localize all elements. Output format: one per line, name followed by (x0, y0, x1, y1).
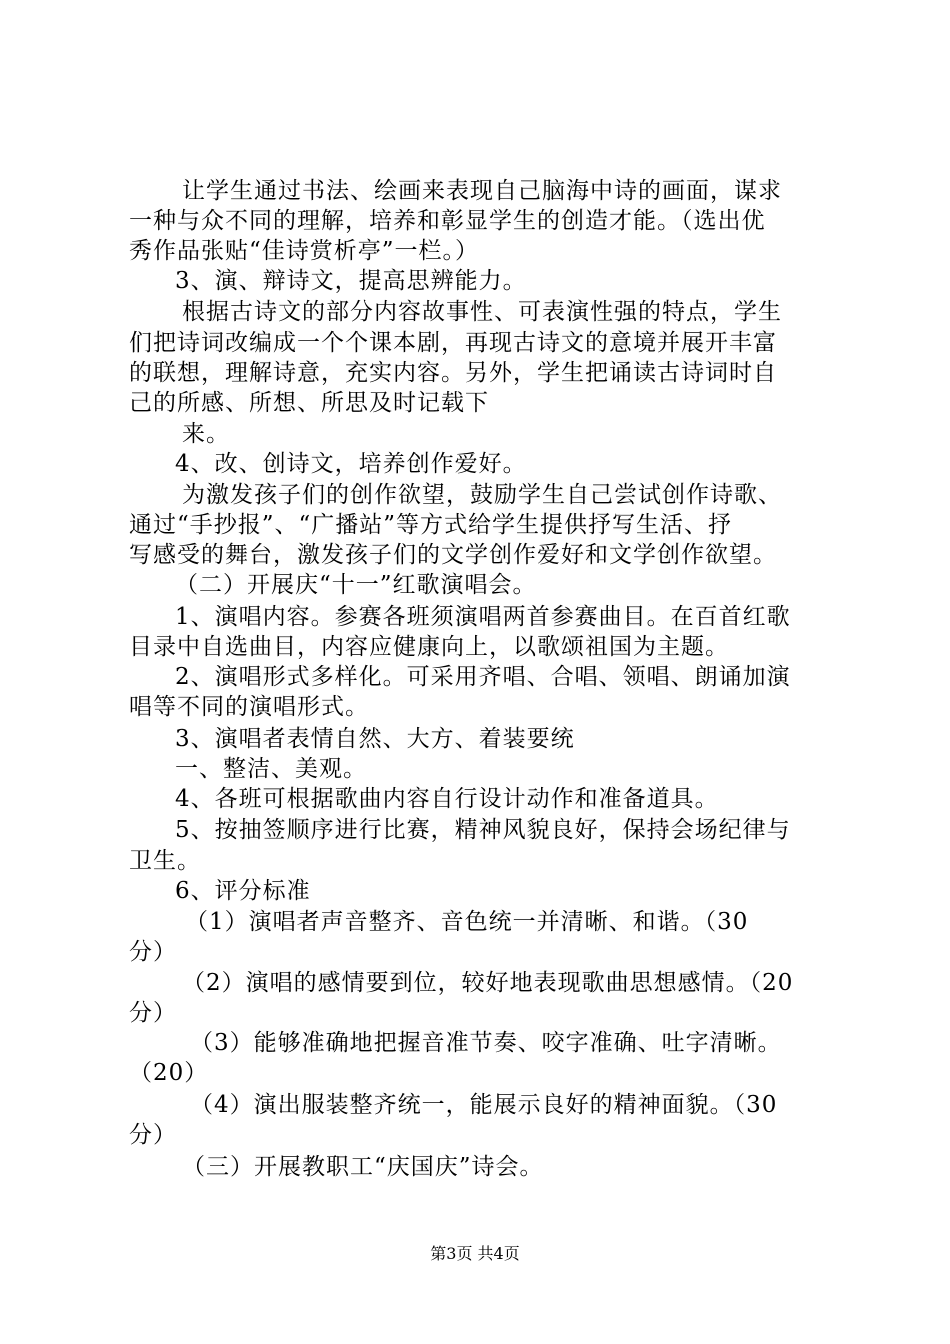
text-line: 6、评分标准 (175, 878, 311, 904)
section-heading: （二）开展庆“十一”红歌演唱会。 (175, 572, 537, 598)
text-line: 4、各班可根据歌曲内容自行设计动作和准备道具。 (175, 786, 719, 812)
text-line: 卫生。 (129, 848, 201, 874)
text-line: （1）演唱者声音整齐、音色统一并清晰、和谐。（30 (185, 909, 749, 935)
text-line: 来。 (182, 421, 230, 447)
text-line: 4、改、创诗文，培养创作爱好。 (175, 451, 527, 477)
text-line: 写感受的舞台，激发孩子们的文学创作爱好和文学创作欲望。 (129, 542, 777, 568)
text-line: （3）能够准确地把握音准节奏、咬字准确、吐字清晰。 (190, 1030, 782, 1056)
text-line: 2、演唱形式多样化。可采用齐唱、合唱、领唱、朗诵加演 (175, 664, 791, 690)
text-line: （20） (129, 1060, 209, 1086)
text-line: 3、演、辩诗文，提高思辨能力。 (175, 268, 527, 294)
page-footer: 第3页 共4页 (430, 1244, 520, 1263)
section-heading: （三）开展教职工“庆国庆”诗会。 (182, 1154, 544, 1180)
text-line: 秀作品张贴“佳诗赏析亭”一栏。） (129, 238, 480, 264)
text-line: 目录中自选曲目，内容应健康向上，以歌颂祖国为主题。 (129, 634, 729, 660)
text-line: 为激发孩子们的创作欲望，鼓励学生自己尝试创作诗歌、 (182, 482, 782, 508)
text-line: 一种与众不同的理解，培养和彰显学生的创造才能。（选出优 (129, 208, 766, 234)
text-line: 分） (129, 1000, 177, 1026)
text-line: 唱等不同的演唱形式。 (129, 694, 369, 720)
text-line: 己的所感、所想、所思及时记载下 (129, 390, 489, 416)
text-line: （2）演唱的感情要到位，较好地表现歌曲思想感情。（20 (182, 970, 794, 996)
text-line: 分） (129, 939, 177, 965)
text-line: 3、演唱者表情自然、大方、着装要统 (175, 726, 575, 752)
text-line: 分） (129, 1122, 177, 1148)
text-line: 1、演唱内容。参赛各班须演唱两首参赛曲目。在百首红歌 (175, 604, 791, 630)
text-line: 的联想，理解诗意，充实内容。另外，学生把诵读古诗词时自 (129, 360, 777, 386)
text-line: 让学生通过书法、绘画来表现自己脑海中诗的画面，谋求 (182, 178, 782, 204)
text-line: 根据古诗文的部分内容故事性、可表演性强的特点，学生 (182, 299, 782, 325)
text-line: 一、整洁、美观。 (175, 756, 367, 782)
text-line: 们把诗词改编成一个个课本剧，再现古诗文的意境并展开丰富 (129, 330, 777, 356)
text-line: 通过“手抄报”、“广播站”等方式给学生提供抒写生活、抒 (129, 512, 733, 538)
text-line: （4）演出服装整齐统一，能展示良好的精神面貌。（30 (190, 1092, 778, 1118)
text-line: 5、按抽签顺序进行比赛，精神风貌良好，保持会场纪律与 (175, 817, 791, 843)
